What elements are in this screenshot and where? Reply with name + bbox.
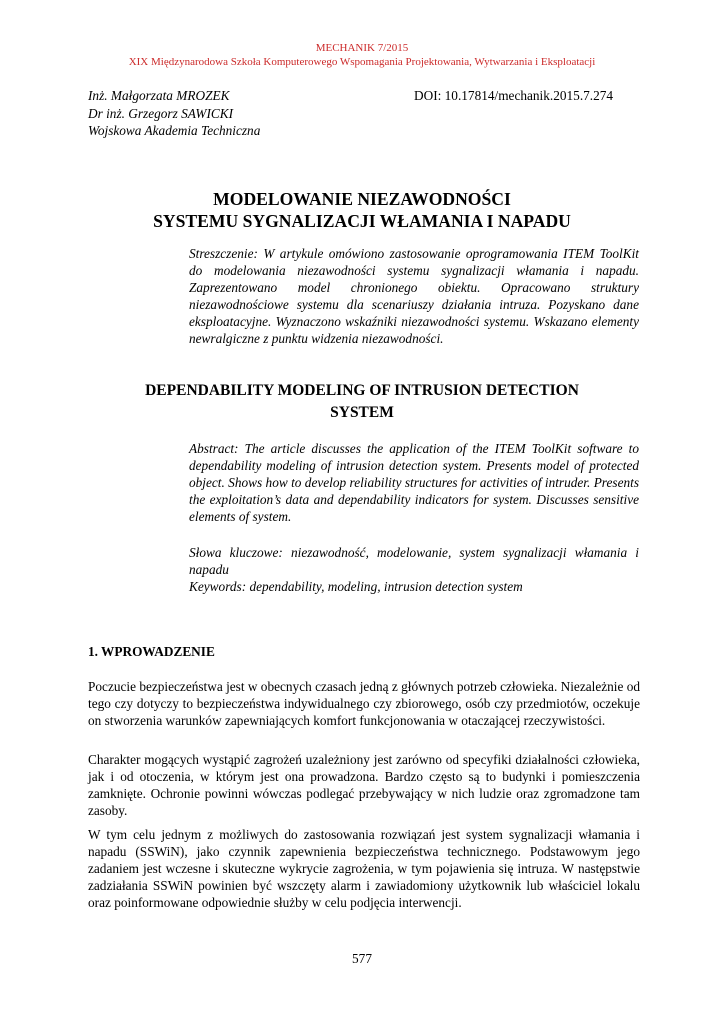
slowa-kluczowe: Słowa kluczowe: niezawodność, modelowanie, system sygnalizacji włamania i napadu [189,545,639,577]
author-block [88,87,260,140]
journal-header: MECHANIK 7/2015 [315,42,409,54]
body-paragraph-2: Charakter mogących wystąpić zagrożeń uzależniony jest zarówno od specyfiki działalności człowieka, jak i od otoczenia, w którym jest ona prowadzona. Bardzo często są to budynki i pomieszczenia zamknięte. Ochronie powinni wówczas podlegać przebywający w nich ludzie oraz zgromadzone tam zasoby. [88,752,640,818]
title-polish-line-2: SYSTEMU SYGNALIZACJI WŁAMANIA I NAPADU [153,211,571,231]
title-english-line-2: SYSTEM [330,404,394,421]
author-1: Inż. Małgorzata MROZEK [88,88,230,103]
abstract: Abstract: The article discusses the application of the ITEM ToolKit software to dependability modeling of intrusion detection system. Presents model of protected object. Shows how to develop reliability structures for activities of intruder. Presents the exploitation’s data and dependability indicators for system. Discusses sensitive elements of system. [189,441,639,524]
doi: DOI: 10.17814/mechanik.2015.7.274 [414,88,614,103]
conference-header: XIX Międzynarodowa Szkoła Komputerowego Wspomagania Projektowania, Wytwarzania i Eksploatacji [128,56,596,68]
title-english-line-1: DEPENDABILITY MODELING OF INTRUSION DETECTION [145,382,579,399]
affiliation: Wojskowa Akademia Techniczna [88,123,261,138]
title-polish [88,188,636,232]
section-heading: 1. WPROWADZENIE [88,644,215,659]
keywords: Keywords: dependability, modeling, intrusion detection system [189,579,523,594]
title-english [88,380,636,424]
streszczenie: Streszczenie: W artykule omówiono zastosowanie oprogramowania ITEM ToolKit do modelowania niezawodności systemu sygnalizacji włamania i napadu. Zaprezentowano model chronionego obiektu. Opracowano struktury niezawodnościowe systemu dla scenariuszy działania intruza. Pozyskano dane eksploatacyjne. Wyznaczono wskaźniki niezawodności systemu. Wskazano elementy newralgiczne z punktu widzenia niezawodności. [189,246,639,346]
body-paragraph-3: W tym celu jednym z możliwych do zastosowania rozwiązań jest system sygnalizacji włamania i napadu (SSWiN), jako czynnik zapewnienia bezpieczeństwa technicznego. Podstawowym jego zadaniem jest wczesne i skuteczne wykrycie zagrożenia, w tym pojawienia się intruza. W następstwie zadziałania SSWiN powinien być wszczęty alarm i zawiadomiony użytkownik lub właściciel lokalu oraz poinformowane odpowiednie służby w celu podjęcia interwencji. [88,827,640,910]
page-number: 577 [352,951,372,966]
title-polish-line-1: MODELOWANIE NIEZAWODNOŚCI [213,189,511,209]
body-paragraph-1: Poczucie bezpieczeństwa jest w obecnych czasach jedną z głównych potrzeb człowieka. Niezależnie od tego czy dotyczy to bezpieczeństwa indywidualnego czy zbiorowego, osób czy przedmiotów, oczekuje on stworzenia warunków zapewniających komfort funkcjonowania w otaczającej rzeczywistości. [88,679,640,728]
author-2: Dr inż. Grzegorz SAWICKI [88,105,234,121]
